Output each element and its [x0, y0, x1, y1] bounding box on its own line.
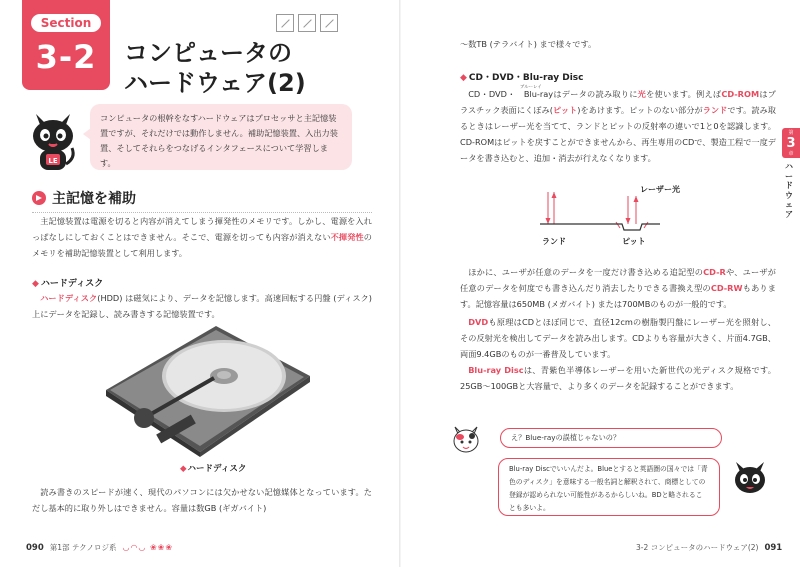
- dvd-paragraph: DVDも原理はCDとほぼ同じで、直径12cmの樹脂製円盤にレーザー光を照射し、その反射光を検出してデータを読み出します。CDよりも容量が大きく、片面4.7GB、両面9.4GBのものが一番普及しています。: [460, 317, 776, 359]
- chapter-name: ハードウェア: [785, 162, 793, 219]
- mascot-badge-text: LE: [48, 157, 58, 165]
- page-title: コンピュータの ハードウェア(2): [124, 39, 306, 97]
- hdd-caption: ◆ ハードディスク: [180, 462, 246, 474]
- cd-heading: ◆ CD・DVD・Blu-ray Disc: [460, 70, 583, 83]
- section-footer-title: 3-2 コンピュータのハードウェア(2): [636, 543, 759, 552]
- section-heading: 主記憶を補助: [32, 188, 372, 213]
- chat-bubble-question: え？Blue-rayの誤植じゃないの？: [500, 428, 722, 448]
- land-label: ランド: [542, 237, 566, 246]
- hard-disk-image: [96, 320, 314, 458]
- continued-text: 〜数TB (テラバイト) まで様々です。: [460, 39, 597, 49]
- chapter-badge: 第 3 章: [782, 128, 800, 158]
- cd-paragraph: CD・DVD・ ブルーレイ Blu-rayはデータの読み取りに光を使います。例えばCD-ROMはプラスチック表面にくぼみ(ピット)をあけます。ピットのない部分がランドです。読み取るときはレーザー光を当てて、ランドとピットの反射率の違いで1と0を認識します。CD-ROMはピットを戻すことができませんから、再生専用のCDで、製造工程で一度データを書き込むと、追加・消去が行えなくなります。: [460, 86, 776, 166]
- cat-mascot-icon: [28, 108, 78, 176]
- part-label: 第1部 テクノロジ系: [49, 543, 117, 552]
- cdr-paragraph: ほかに、ユーザが任意のデータを一度だけ書き込める追記型のCD-Rや、ユーザが任意のデータを何度でも書き込んだり消去したりできる書換え型のCD-RWもあります。記憶容量は650MB (メガバイト) または700MBのものが一般的です。: [460, 267, 776, 309]
- chapter-side-tab: [782, 128, 800, 228]
- footer-right: [636, 542, 782, 553]
- main-memory-paragraph: 主記憶装置は電源を切ると内容が消えてしまう揮発性のメモリです。しかし、電源を入れっぱなしにしておくことはできません。そこで、電源を切っても内容が消えない不揮発性のメモリを補助記憶装置として利用します。: [32, 216, 372, 258]
- black-cat-icon: [732, 458, 768, 498]
- page-number: 090: [26, 542, 44, 553]
- check-boxes: [276, 14, 338, 32]
- footer-left: [26, 542, 173, 553]
- section-badge: [22, 0, 110, 90]
- pit-label: ピット: [622, 237, 646, 246]
- intro-box: コンピュータの根幹をなすハードウェアはプロセッサと主記憶装置ですが、それだけでは動作しません。補助記憶装置、入出力装置、そしてそれらをつなげるインタフェースについて学習します。: [90, 104, 352, 170]
- check-box: [320, 14, 338, 32]
- section-number: 3-2: [35, 38, 97, 76]
- chat-bubble-answer: Blu-ray Discでいいんだよ。Blueとすると英語圏の国々では「青色のディスク」を意味する一般名詞と解釈されて、商標としての登録が認められない可能性があるからしいね。BDと略されることも多いよ。: [498, 458, 720, 516]
- check-box: [276, 14, 294, 32]
- calico-cat-icon: [452, 424, 480, 454]
- hdd-paragraph: ハードディスク(HDD) は磁気により、データを記憶します。高速回転する円盤 (ディスク) 上にデータを記録し、読み書きする記憶装置です。: [32, 293, 372, 319]
- section-label: Section: [31, 14, 101, 32]
- hdd-heading: ◆ ハードディスク: [32, 276, 103, 289]
- bluray-paragraph: Blu-ray Discは、青紫色半導体レーザーを用いた新世代の光ディスク規格です。25GB〜100GBと大容量で、より多くのデータを記録することができます。: [460, 365, 776, 391]
- page-number: 091: [764, 542, 783, 553]
- check-box: [298, 14, 316, 32]
- laser-diagram: [540, 180, 680, 252]
- laser-label: レーザー光: [640, 185, 680, 194]
- arrow-right-icon: [32, 191, 46, 205]
- hdd-speed-paragraph: 読み書きのスピードが速く、現代のパソコンには欠かせない記憶媒体となっています。ただし基本的に取り外しはできません。容量は数GB (ギガバイト): [32, 487, 372, 513]
- cat-face-icons: ◡◠◡ ❀❀❀: [122, 543, 174, 552]
- ruby-blu: ブルーレイ: [519, 85, 542, 90]
